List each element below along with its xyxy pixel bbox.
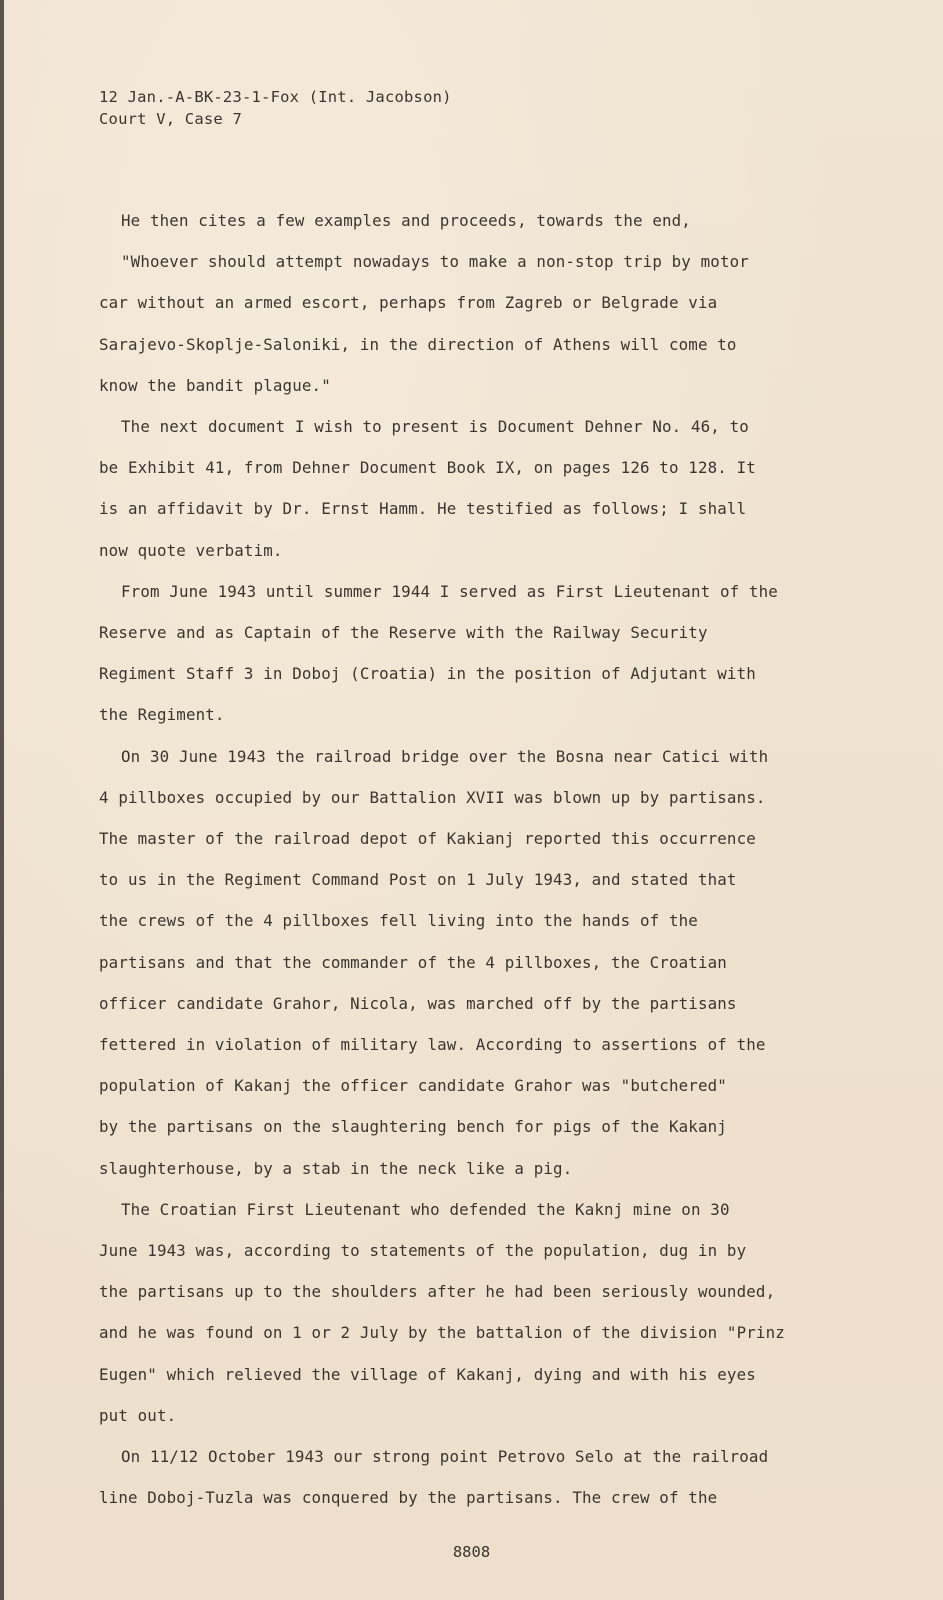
body-line: line Doboj-Tuzla was conquered by the partisans. The crew of the — [99, 1488, 718, 1508]
body-line: is an affidavit by Dr. Ernst Hamm. He testified as follows; I shall — [99, 499, 747, 519]
page-number: 8808 — [452, 1543, 491, 1561]
body-line: the partisans up to the shoulders after he had been seriously wounded, — [99, 1282, 776, 1302]
body-line: and he was found on 1 or 2 July by the battalion of the division "Prinz — [99, 1323, 785, 1343]
header-reference: 12 Jan.-A-BK-23-1-Fox (Int. Jacobson) — [99, 88, 452, 106]
body-line: population of Kakanj the officer candidate Grahor was "butchered" — [99, 1076, 727, 1096]
body-line: "Whoever should attempt nowadays to make a non-stop trip by motor — [121, 252, 749, 272]
body-line: The master of the railroad depot of Kakianj reported this occurrence — [99, 829, 756, 849]
body-line: to us in the Regiment Command Post on 1 July 1943, and stated that — [99, 870, 737, 890]
body-line: slaughterhouse, by a stab in the neck like a pig. — [99, 1158, 573, 1178]
body-line: fettered in violation of military law. According to assertions of the — [99, 1035, 766, 1055]
body-line: by the partisans on the slaughtering bench for pigs of the Kakanj — [99, 1117, 727, 1137]
body-line: Regiment Staff 3 in Doboj (Croatia) in the position of Adjutant with — [99, 664, 756, 684]
body-line: partisans and that the commander of the 4 pillboxes, the Croatian — [99, 952, 727, 972]
body-line: officer candidate Grahor, Nicola, was marched off by the partisans — [99, 993, 737, 1013]
body-line: know the bandit plague." — [99, 375, 331, 395]
header-court-case: Court V, Case 7 — [99, 110, 242, 128]
body-line: car without an armed escort, perhaps from Zagreb or Belgrade via — [99, 293, 718, 313]
document-header — [99, 86, 452, 130]
body-line: 4 pillboxes occupied by our Battalion XVII was blown up by partisans. — [99, 787, 766, 807]
body-line: be Exhibit 41, from Dehner Document Book IX, on pages 126 to 128. It — [99, 458, 756, 478]
body-line: On 11/12 October 1943 our strong point Petrovo Selo at the railroad — [121, 1447, 769, 1467]
body-line: On 30 June 1943 the railroad bridge over the Bosna near Catici with — [121, 746, 769, 766]
body-line: From June 1943 until summer 1944 I served as First Lieutenant of the — [121, 581, 778, 601]
document-body — [99, 200, 839, 1519]
page-edge-shadow — [0, 0, 4, 1600]
body-line: He then cites a few examples and proceeds, towards the end, — [121, 211, 691, 230]
body-line: the Regiment. — [99, 705, 225, 725]
body-line: Reserve and as Captain of the Reserve with the Railway Security — [99, 623, 708, 643]
body-line: The Croatian First Lieutenant who defended the Kaknj mine on 30 — [121, 1199, 730, 1219]
body-line: June 1943 was, according to statements of the population, dug in by — [99, 1241, 747, 1261]
body-line: put out. — [99, 1405, 177, 1425]
body-line: now quote verbatim. — [99, 540, 283, 560]
body-line: Sarajevo-Skoplje-Saloniki, in the direction of Athens will come to — [99, 334, 737, 354]
body-line: the crews of the 4 pillboxes fell living into the hands of the — [99, 911, 698, 931]
body-line: The next document I wish to present is Document Dehner No. 46, to — [121, 417, 749, 437]
body-line: Eugen" which relieved the village of Kakanj, dying and with his eyes — [99, 1364, 756, 1384]
